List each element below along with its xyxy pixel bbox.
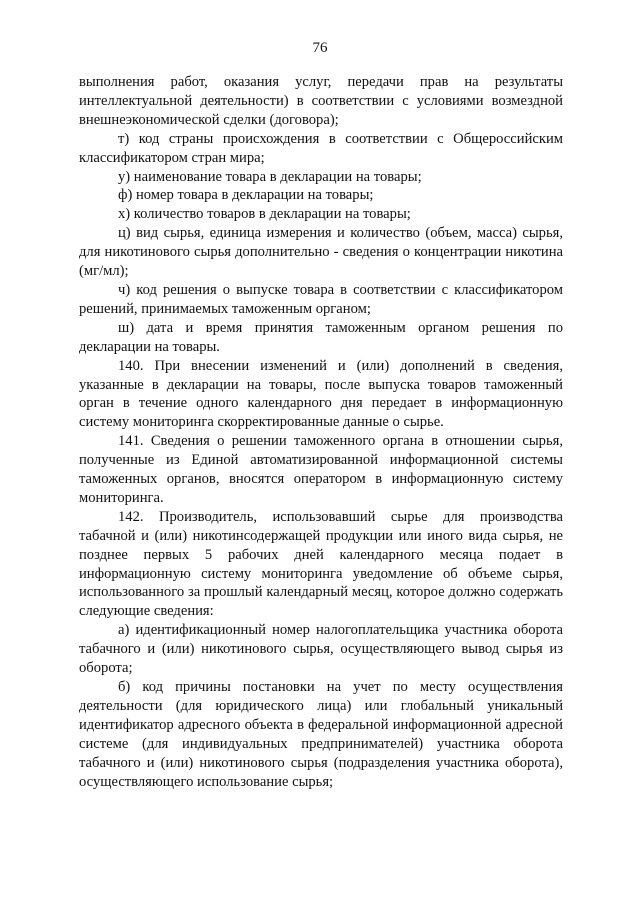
list-item-ts: ц) вид сырья, единица измерения и количество (объем, масса) сырья, для никотинового сырья дополнительно - сведения о концентрации никотина (мг/мл); xyxy=(79,225,563,280)
document-body xyxy=(79,73,563,791)
list-item-kh: х) количество товаров в декларации на товары; xyxy=(118,206,411,223)
list-item-sh: ш) дата и время принятия таможенным органом решения по декларации на товары. xyxy=(79,319,563,355)
paragraph-continuation: выполнения работ, оказания услуг, передачи прав на результаты интеллектуальной деятельности) в соответствии с условиями возмездной внешнеэкономической сделки (договора); xyxy=(79,74,563,128)
list-item-b: б) код причины постановки на учет по месту осуществления деятельности (для юридического лица) или глобальный уникальный идентификатор адресного объекта в федеральной информационной адресной системе (для индивидуальных предпринимателей) участника оборота табачного и (или) никотинового сырья (подразделения участника оборота), осуществляющего использование сырья; xyxy=(79,679,563,790)
clause-140: 140. При внесении изменений и (или) дополнений в сведения, указанные в декларации на товары, после выпуска товаров таможенный орган в течение одного календарного дня передает в информационную систему мониторинга скорректированные данные о сырье. xyxy=(79,357,563,431)
clause-142: 142. Производитель, использовавший сырье для производства табачной и (или) никотинсодержащей продукции или иного вида сырья, не позднее первых 5 рабочих дней календарного месяца подает в информационную систему мониторинга уведомление об объеме сырья, использованного за прошлый календарный месяц, которое должно содержать следующие сведения: xyxy=(79,508,563,620)
list-item-u: у) наименование товара в декларации на товары; xyxy=(118,168,422,185)
list-item-a: а) идентификационный номер налогоплательщика участника оборота табачного и (или) никотинового сырья, осуществляющего вывод сырья из оборота; xyxy=(79,622,563,677)
page-number: 76 xyxy=(312,40,328,56)
list-item-ch: ч) код решения о выпуске товара в соответствии с классификатором решений, принимаемых таможенным органом; xyxy=(79,281,563,317)
clause-141: 141. Сведения о решении таможенного органа в отношении сырья, полученные из Единой автоматизированной информационной системы таможенных органов, вносятся оператором в информационную систему мониторинга. xyxy=(79,433,563,506)
list-item-t: т) код страны происхождения в соответствии с Общероссийским классификатором стран мира; xyxy=(79,130,563,166)
list-item-f: ф) номер товара в декларации на товары; xyxy=(118,187,374,204)
